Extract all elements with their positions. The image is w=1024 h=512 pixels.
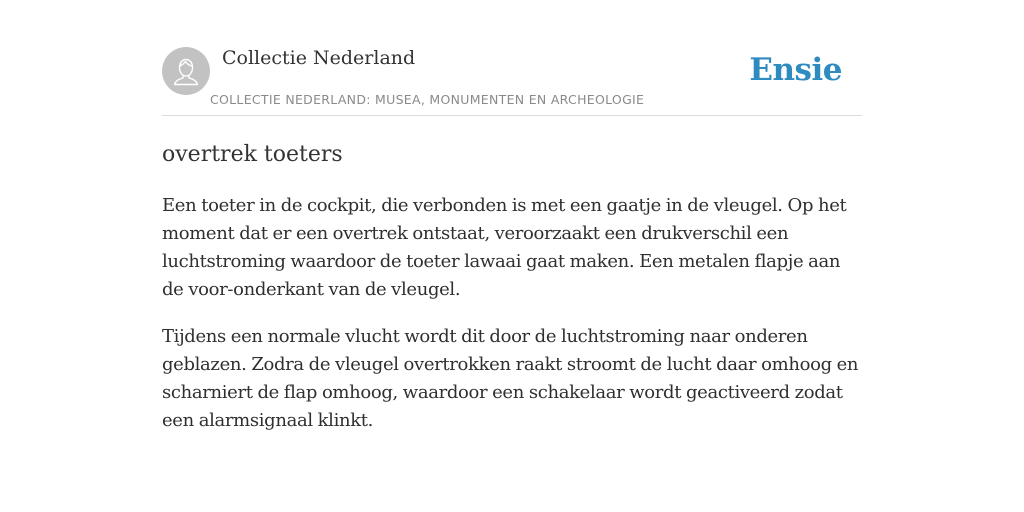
entry-card	[162, 0, 862, 431]
author-name[interactable]: Collectie Nederland	[222, 47, 416, 69]
entry-paragraph-2: Tijdens een normale vlucht wordt dit door de luchtstroming naar onderen geblazen. Zodra de vleugel overtrokken raakt stroomt de lucht daar omhoog en scharniert de flap omhoog, waardoor een schakelaar wordt geactiveerd zodat een alarmsignaal klinkt.	[162, 326, 859, 431]
entry-header	[162, 0, 862, 116]
author-avatar[interactable]	[162, 47, 210, 95]
author-subtitle: COLLECTIE NEDERLAND: MUSEA, MONUMENTEN EN ARCHEOLOGIE	[210, 92, 645, 107]
ensie-logo[interactable]: Ensie	[749, 52, 842, 88]
user-silhouette-icon	[162, 47, 210, 95]
entry-paragraph-1: Een toeter in de cockpit, die verbonden is met een gaatje in de vleugel. Op het moment dat er een overtrek ontstaat, veroorzaakt een drukverschil een luchtstroming waardoor de toeter lawaai gaat maken. Een metalen flapje aan de voor-onderkant van de vleugel.	[162, 195, 847, 300]
entry-title: overtrek toeters	[162, 142, 343, 167]
